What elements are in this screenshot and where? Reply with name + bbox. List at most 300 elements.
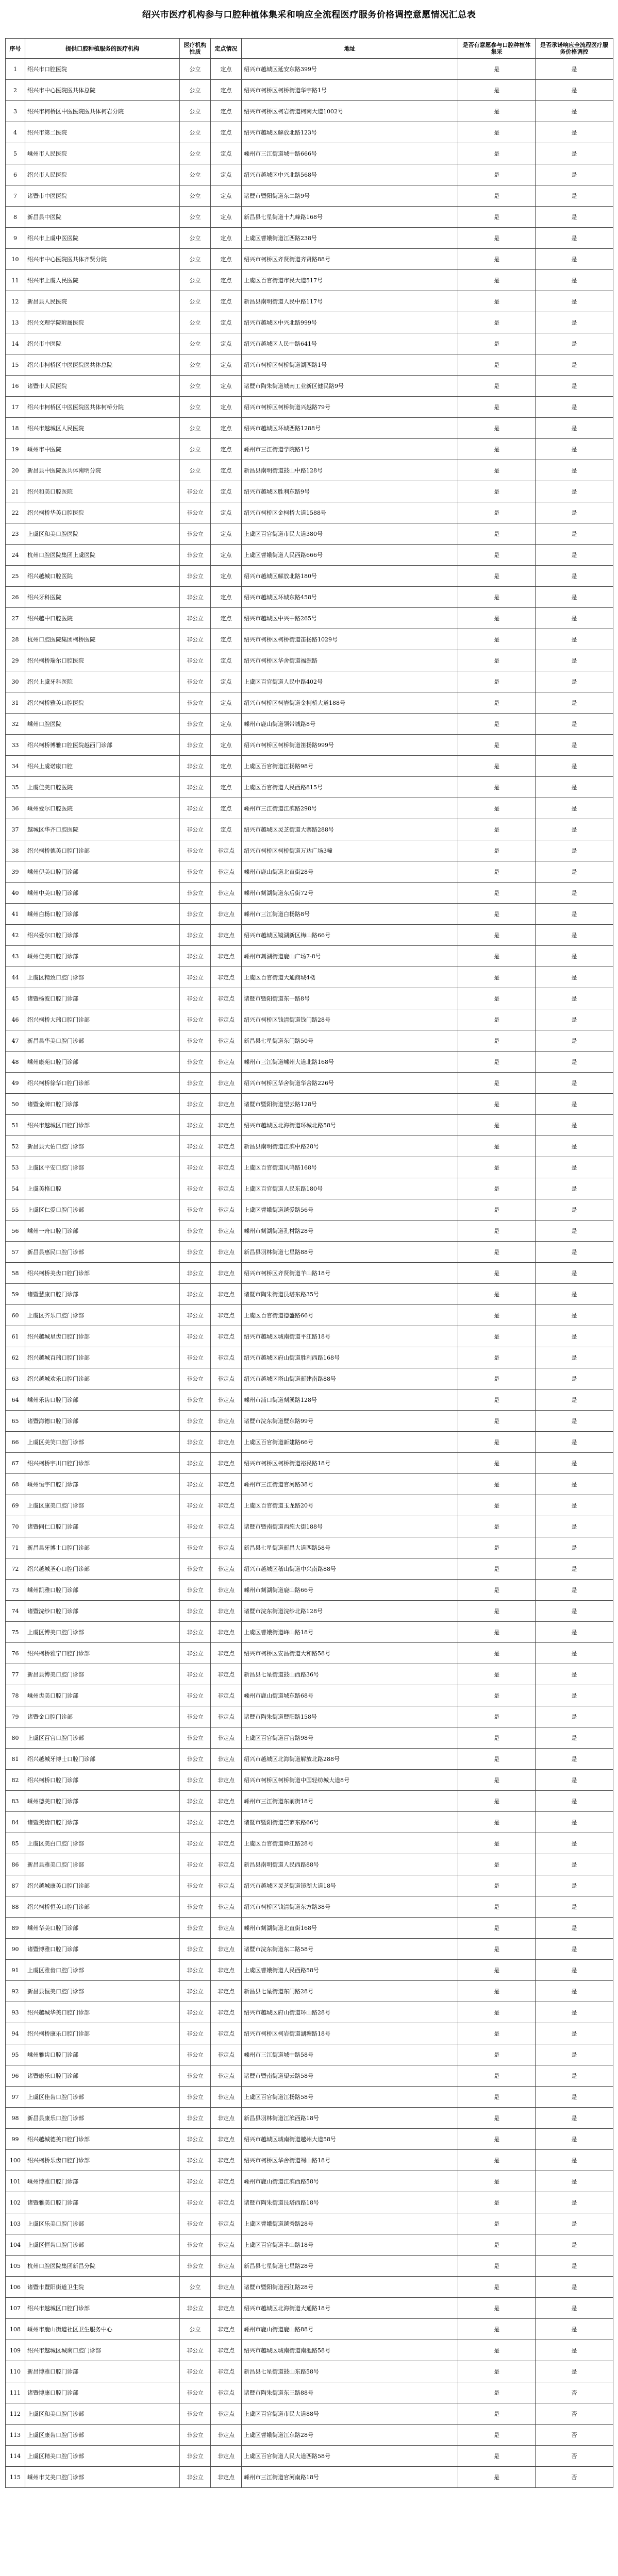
price-control-cell: 是 [536, 819, 613, 840]
procurement-willing-cell: 是 [458, 798, 536, 819]
designation-cell: 定点 [211, 714, 242, 735]
index-cell: 69 [6, 1495, 25, 1516]
designation-cell: 非定点 [211, 1685, 242, 1706]
table-row [6, 2044, 613, 2065]
designation-cell: 非定点 [211, 1411, 242, 1432]
designation-cell: 定点 [211, 692, 242, 714]
designation-cell: 非定点 [211, 1094, 242, 1115]
nature-cell: 公立 [180, 418, 211, 439]
price-control-cell: 是 [536, 2361, 613, 2382]
designation-cell: 非定点 [211, 1516, 242, 1537]
index-cell: 53 [6, 1157, 25, 1178]
institution-cell: 绍兴市柯桥区中医医院医共体柯桥分院 [25, 397, 180, 418]
address-cell: 上虞区曹娥街道人民西路58号 [242, 1960, 458, 1981]
institution-cell: 绍兴柯桥雅宁口腔门诊部 [25, 1643, 180, 1664]
table-row [6, 1601, 613, 1622]
procurement-willing-cell: 是 [458, 671, 536, 692]
price-control-cell: 是 [536, 122, 613, 143]
institution-cell: 上虞区恒齿口腔门诊部 [25, 2234, 180, 2256]
designation-cell: 非定点 [211, 2340, 242, 2361]
institution-cell: 新昌县康乐口腔门诊部 [25, 2108, 180, 2129]
institution-cell: 绍兴柯桥雅美口腔医院 [25, 692, 180, 714]
table-row [6, 1918, 613, 1939]
institution-cell: 绍兴市柯桥区中医医院医共体柯岩分院 [25, 101, 180, 122]
nature-cell: 非公立 [180, 2065, 211, 2087]
index-cell: 80 [6, 1727, 25, 1749]
price-control-cell: 是 [536, 1516, 613, 1537]
institution-cell: 绍兴市越城区人民医院 [25, 418, 180, 439]
index-cell: 33 [6, 735, 25, 756]
address-cell: 嵊州市鹿山街道城东路68号 [242, 1685, 458, 1706]
table-row [6, 1073, 613, 1094]
procurement-willing-cell: 是 [458, 1918, 536, 1939]
price-control-cell: 是 [536, 946, 613, 967]
address-cell: 上虞区百官街道人民大道西路58号 [242, 2446, 458, 2467]
nature-cell: 非公立 [180, 1495, 211, 1516]
designation-cell: 非定点 [211, 2425, 242, 2446]
index-cell: 44 [6, 967, 25, 988]
price-control-cell: 是 [536, 671, 613, 692]
price-control-cell: 是 [536, 1073, 613, 1094]
price-control-cell: 是 [536, 312, 613, 333]
procurement-willing-cell: 是 [458, 566, 536, 587]
index-cell: 2 [6, 80, 25, 101]
procurement-willing-cell: 是 [458, 1875, 536, 1896]
institution-cell: 嵊州市鹿山街道社区卫生服务中心 [25, 2319, 180, 2340]
nature-cell: 非公立 [180, 481, 211, 502]
address-cell: 上虞区百官街道人民西路815号 [242, 777, 458, 798]
index-cell: 47 [6, 1030, 25, 1052]
address-cell: 诸暨市暨阳街道望云路128号 [242, 1094, 458, 1115]
procurement-willing-cell: 是 [458, 1537, 536, 1558]
table-row [6, 1537, 613, 1558]
nature-cell: 非公立 [180, 1157, 211, 1178]
designation-cell: 非定点 [211, 1052, 242, 1073]
institution-cell: 绍兴柯桥恒美口腔门诊部 [25, 1896, 180, 1918]
index-cell: 107 [6, 2298, 25, 2319]
table-row [6, 333, 613, 354]
nature-cell: 非公立 [180, 2256, 211, 2277]
procurement-willing-cell: 是 [458, 1305, 536, 1326]
header-cell: 是否有意愿参与口腔种植体集采 [458, 39, 536, 59]
price-control-cell: 是 [536, 1833, 613, 1854]
price-control-cell: 是 [536, 1727, 613, 1749]
institution-cell: 杭州口腔医院集团柯桥医院 [25, 629, 180, 650]
procurement-willing-cell: 是 [458, 988, 536, 1009]
procurement-willing-cell: 是 [458, 2023, 536, 2044]
table-row [6, 946, 613, 967]
nature-cell: 非公立 [180, 1221, 211, 1242]
procurement-willing-cell: 是 [458, 1939, 536, 1960]
price-control-cell: 是 [536, 1643, 613, 1664]
nature-cell: 非公立 [180, 2150, 211, 2171]
designation-cell: 非定点 [211, 2403, 242, 2425]
table-row [6, 1052, 613, 1073]
procurement-willing-cell: 是 [458, 439, 536, 460]
nature-cell: 非公立 [180, 2213, 211, 2234]
designation-cell: 定点 [211, 798, 242, 819]
nature-cell: 非公立 [180, 1601, 211, 1622]
institution-cell: 杭州口腔医院集团新昌分院 [25, 2256, 180, 2277]
index-cell: 97 [6, 2087, 25, 2108]
procurement-willing-cell: 是 [458, 1221, 536, 1242]
address-cell: 上虞区百官街道舜江路28号 [242, 1833, 458, 1854]
institution-cell: 嵊州中美口腔门诊部 [25, 883, 180, 904]
institution-cell: 新昌县牙博士口腔门诊部 [25, 1537, 180, 1558]
nature-cell: 非公立 [180, 1178, 211, 1199]
institution-cell: 嵊州凯雅口腔门诊部 [25, 1580, 180, 1601]
procurement-willing-cell: 是 [458, 1981, 536, 2002]
nature-cell: 非公立 [180, 1896, 211, 1918]
table-row [6, 1854, 613, 1875]
index-cell: 41 [6, 904, 25, 925]
price-control-cell: 是 [536, 587, 613, 608]
price-control-cell: 是 [536, 840, 613, 861]
designation-cell: 非定点 [211, 1875, 242, 1896]
table-row [6, 735, 613, 756]
index-cell: 36 [6, 798, 25, 819]
price-control-cell: 是 [536, 1622, 613, 1643]
procurement-willing-cell: 是 [458, 1094, 536, 1115]
index-cell: 42 [6, 925, 25, 946]
table-row [6, 1326, 613, 1347]
designation-cell: 定点 [211, 312, 242, 333]
procurement-willing-cell: 是 [458, 650, 536, 671]
institution-cell: 绍兴越城圣心口腔门诊部 [25, 1558, 180, 1580]
index-cell: 103 [6, 2213, 25, 2234]
index-cell: 83 [6, 1791, 25, 1812]
institution-cell: 绍兴市越城区城南口腔门诊部 [25, 2340, 180, 2361]
institution-cell: 诸暨慧康口腔门诊部 [25, 1284, 180, 1305]
price-control-cell: 是 [536, 1242, 613, 1263]
index-cell: 16 [6, 376, 25, 397]
header-cell: 医疗机构性质 [180, 39, 211, 59]
designation-cell: 非定点 [211, 2298, 242, 2319]
table-row [6, 883, 613, 904]
procurement-willing-cell: 是 [458, 207, 536, 228]
address-cell: 绍兴市越城区城南街道平江路18号 [242, 1326, 458, 1347]
address-cell: 新昌县七星街道鼓山西路36号 [242, 1664, 458, 1685]
address-cell: 诸暨市暨阳街道东一路8号 [242, 988, 458, 1009]
index-cell: 109 [6, 2340, 25, 2361]
address-cell: 绍兴市柯桥区钱清街道东方路38号 [242, 1896, 458, 1918]
table-row [6, 2382, 613, 2403]
address-cell: 诸暨市陶朱街道城南工业新区健民路9号 [242, 376, 458, 397]
address-cell: 诸暨市浣东街道暨东路99号 [242, 1411, 458, 1432]
designation-cell: 非定点 [211, 1896, 242, 1918]
institution-cell: 绍兴市上虞中医医院 [25, 228, 180, 249]
table-row [6, 1009, 613, 1030]
institution-cell: 嵊州市人民医院 [25, 143, 180, 164]
institution-cell: 诸暨海德口腔门诊部 [25, 1411, 180, 1432]
designation-cell: 非定点 [211, 1854, 242, 1875]
procurement-willing-cell: 是 [458, 1263, 536, 1284]
nature-cell: 公立 [180, 439, 211, 460]
price-control-cell: 是 [536, 2044, 613, 2065]
nature-cell: 非公立 [180, 1009, 211, 1030]
nature-cell: 非公立 [180, 1284, 211, 1305]
institution-cell: 绍兴柯桥美齿口腔门诊部 [25, 1263, 180, 1284]
institution-cell: 新昌县华美口腔门诊部 [25, 1030, 180, 1052]
index-cell: 29 [6, 650, 25, 671]
nature-cell: 公立 [180, 164, 211, 185]
index-cell: 22 [6, 502, 25, 523]
price-control-cell: 是 [536, 1157, 613, 1178]
designation-cell: 定点 [211, 587, 242, 608]
price-control-cell: 是 [536, 1453, 613, 1474]
institution-cell: 上虞区美白口腔门诊部 [25, 1833, 180, 1854]
address-cell: 新昌县七星街道东门路50号 [242, 1030, 458, 1052]
designation-cell: 定点 [211, 80, 242, 101]
institution-cell: 上虞区康美口腔门诊部 [25, 1495, 180, 1516]
procurement-willing-cell: 是 [458, 2150, 536, 2171]
index-cell: 1 [6, 59, 25, 80]
table-row [6, 2234, 613, 2256]
address-cell: 绍兴市越城区中兴中路265号 [242, 608, 458, 629]
nature-cell: 非公立 [180, 1326, 211, 1347]
price-control-cell: 是 [536, 629, 613, 650]
institution-cell: 上虞区乐美口腔门诊部 [25, 2213, 180, 2234]
institution-cell: 嵊州恒宇口腔门诊部 [25, 1474, 180, 1495]
price-control-cell: 是 [536, 1326, 613, 1347]
price-control-cell: 是 [536, 397, 613, 418]
table-row [6, 481, 613, 502]
institution-cell: 上虞美格口腔 [25, 1178, 180, 1199]
designation-cell: 非定点 [211, 1749, 242, 1770]
institution-cell: 上虞区百官口腔门诊部 [25, 1727, 180, 1749]
index-cell: 50 [6, 1094, 25, 1115]
address-cell: 诸暨市暨阳街道苎萝东路66号 [242, 1812, 458, 1833]
index-cell: 55 [6, 1199, 25, 1221]
address-cell: 嵊州市三江街道江滨路298号 [242, 798, 458, 819]
index-cell: 111 [6, 2382, 25, 2403]
address-cell: 新昌县七星街道十九峰路168号 [242, 207, 458, 228]
designation-cell: 定点 [211, 629, 242, 650]
index-cell: 24 [6, 545, 25, 566]
index-cell: 86 [6, 1854, 25, 1875]
table-row [6, 1221, 613, 1242]
address-cell: 绍兴市柯桥区柯岩街道金柯桥大道188号 [242, 692, 458, 714]
price-control-cell: 是 [536, 1960, 613, 1981]
table-row [6, 2256, 613, 2277]
price-control-cell: 是 [536, 1791, 613, 1812]
address-cell: 绍兴市越城区北海街道解放北路288号 [242, 1749, 458, 1770]
designation-cell: 非定点 [211, 883, 242, 904]
address-cell: 上虞区百官街道德盛路66号 [242, 1305, 458, 1326]
nature-cell: 公立 [180, 354, 211, 376]
institution-cell: 新昌县大佑口腔门诊部 [25, 1136, 180, 1157]
institution-cell: 绍兴和美口腔医院 [25, 481, 180, 502]
index-cell: 39 [6, 861, 25, 883]
institution-cell: 嵊州博雅口腔门诊部 [25, 2171, 180, 2192]
address-cell: 绍兴市柯桥区柯桥街道华宇路1号 [242, 80, 458, 101]
nature-cell: 非公立 [180, 2467, 211, 2488]
procurement-willing-cell: 是 [458, 185, 536, 207]
institution-cell: 绍兴越城华美口腔门诊部 [25, 2002, 180, 2023]
procurement-willing-cell: 是 [458, 1073, 536, 1094]
price-control-cell: 是 [536, 2298, 613, 2319]
table-row [6, 2150, 613, 2171]
institution-cell: 绍兴柯桥大瑞口腔门诊部 [25, 1009, 180, 1030]
table-row [6, 1875, 613, 1896]
designation-cell: 非定点 [211, 2002, 242, 2023]
nature-cell: 非公立 [180, 671, 211, 692]
nature-cell: 非公立 [180, 1052, 211, 1073]
nature-cell: 非公立 [180, 1094, 211, 1115]
nature-cell: 非公立 [180, 1664, 211, 1685]
price-control-cell: 是 [536, 1537, 613, 1558]
institution-cell: 绍兴柯桥德美口腔门诊部 [25, 840, 180, 861]
procurement-willing-cell: 是 [458, 946, 536, 967]
institution-cell: 绍兴柯桥乐齿口腔门诊部 [25, 2150, 180, 2171]
designation-cell: 非定点 [211, 1326, 242, 1347]
nature-cell: 非公立 [180, 1706, 211, 1727]
index-cell: 84 [6, 1812, 25, 1833]
designation-cell: 非定点 [211, 1833, 242, 1854]
address-cell: 上虞区百官街道半山路18号 [242, 2234, 458, 2256]
index-cell: 105 [6, 2256, 25, 2277]
price-control-cell: 是 [536, 798, 613, 819]
index-cell: 31 [6, 692, 25, 714]
designation-cell: 非定点 [211, 1960, 242, 1981]
nature-cell: 非公立 [180, 1960, 211, 1981]
institution-cell: 新昌县博美口腔门诊部 [25, 1664, 180, 1685]
table-row [6, 1812, 613, 1833]
designation-cell: 定点 [211, 523, 242, 545]
table-row [6, 1411, 613, 1432]
institution-cell: 绍兴越城牙博士口腔门诊部 [25, 1749, 180, 1770]
designation-cell: 非定点 [211, 861, 242, 883]
procurement-willing-cell: 是 [458, 80, 536, 101]
designation-cell: 定点 [211, 418, 242, 439]
nature-cell: 非公立 [180, 2382, 211, 2403]
nature-cell: 公立 [180, 143, 211, 164]
price-control-cell: 否 [536, 2467, 613, 2488]
nature-cell: 非公立 [180, 1347, 211, 1368]
index-cell: 49 [6, 1073, 25, 1094]
designation-cell: 非定点 [211, 1221, 242, 1242]
header-cell: 序号 [6, 39, 25, 59]
index-cell: 68 [6, 1474, 25, 1495]
table-row [6, 692, 613, 714]
table-row [6, 988, 613, 1009]
table-row [6, 1791, 613, 1812]
procurement-willing-cell: 是 [458, 122, 536, 143]
institution-cell: 绍兴市柯桥区中医医院医共体总院 [25, 354, 180, 376]
table-row [6, 228, 613, 249]
address-cell: 嵊州市剡湖街道东后街72号 [242, 883, 458, 904]
procurement-willing-cell: 是 [458, 1453, 536, 1474]
nature-cell: 非公立 [180, 904, 211, 925]
index-cell: 100 [6, 2150, 25, 2171]
procurement-willing-cell: 是 [458, 1664, 536, 1685]
address-cell: 绍兴市柯桥区柯桥街道中国轻纺城大道8号 [242, 1770, 458, 1791]
institution-cell: 新昌县雅美口腔门诊部 [25, 1854, 180, 1875]
price-control-cell: 是 [536, 1263, 613, 1284]
table-row [6, 2446, 613, 2467]
procurement-willing-cell: 是 [458, 1009, 536, 1030]
nature-cell: 非公立 [180, 1939, 211, 1960]
designation-cell: 非定点 [211, 967, 242, 988]
designation-cell: 非定点 [211, 1939, 242, 1960]
nature-cell: 非公立 [180, 1685, 211, 1706]
address-cell: 绍兴市柯桥区齐贤街道齐贤路88号 [242, 249, 458, 270]
institution-cell: 新昌县恒美口腔门诊部 [25, 1981, 180, 2002]
procurement-willing-cell: 是 [458, 2171, 536, 2192]
address-cell: 绍兴市越城区府山街道胜利西路168号 [242, 1347, 458, 1368]
nature-cell: 公立 [180, 376, 211, 397]
index-cell: 11 [6, 270, 25, 291]
nature-cell: 非公立 [180, 1918, 211, 1939]
index-cell: 35 [6, 777, 25, 798]
table-row [6, 1580, 613, 1601]
designation-cell: 非定点 [211, 2108, 242, 2129]
designation-cell: 非定点 [211, 2087, 242, 2108]
price-control-cell: 是 [536, 777, 613, 798]
address-cell: 嵊州市三江街道城中路58号 [242, 2044, 458, 2065]
table-row [6, 1622, 613, 1643]
price-control-cell: 是 [536, 1284, 613, 1305]
designation-cell: 非定点 [211, 1453, 242, 1474]
institution-cell: 绍兴柯桥瑞尔口腔医院 [25, 650, 180, 671]
address-cell: 嵊州市三江街道城中路666号 [242, 143, 458, 164]
table-row [6, 756, 613, 777]
table-row [6, 777, 613, 798]
table-row [6, 2319, 613, 2340]
nature-cell: 非公立 [180, 2192, 211, 2213]
price-control-cell: 是 [536, 439, 613, 460]
procurement-willing-cell: 是 [458, 1558, 536, 1580]
procurement-willing-cell: 是 [458, 1896, 536, 1918]
price-control-cell: 是 [536, 228, 613, 249]
address-cell: 上虞区曹娥街道越秀路28号 [242, 2213, 458, 2234]
price-control-cell: 是 [536, 1411, 613, 1432]
table-row [6, 2192, 613, 2213]
institution-cell: 嵊州爱尔口腔医院 [25, 798, 180, 819]
procurement-willing-cell: 是 [458, 692, 536, 714]
address-cell: 上虞区曹娥街道江东路28号 [242, 2425, 458, 2446]
institution-cell: 绍兴越城口腔医院 [25, 566, 180, 587]
table-row [6, 2213, 613, 2234]
institution-cell: 诸暨同仁口腔门诊部 [25, 1516, 180, 1537]
nature-cell: 非公立 [180, 1854, 211, 1875]
institution-cell: 绍兴柯桥康乐口腔门诊部 [25, 2023, 180, 2044]
designation-cell: 定点 [211, 650, 242, 671]
designation-cell: 非定点 [211, 1073, 242, 1094]
table-row [6, 1432, 613, 1453]
designation-cell: 定点 [211, 333, 242, 354]
table-row [6, 2403, 613, 2425]
address-cell: 绍兴市柯桥区钱清街道钱门路28号 [242, 1009, 458, 1030]
institution-cell: 绍兴爱尔口腔门诊部 [25, 925, 180, 946]
index-cell: 19 [6, 439, 25, 460]
table-row [6, 502, 613, 523]
table-row [6, 249, 613, 270]
price-control-cell: 是 [536, 566, 613, 587]
index-cell: 48 [6, 1052, 25, 1073]
nature-cell: 公立 [180, 122, 211, 143]
procurement-willing-cell: 是 [458, 2108, 536, 2129]
institution-cell: 诸暨市人民医院 [25, 376, 180, 397]
price-control-cell: 否 [536, 2403, 613, 2425]
designation-cell: 非定点 [211, 1601, 242, 1622]
index-cell: 75 [6, 1622, 25, 1643]
nature-cell: 非公立 [180, 1411, 211, 1432]
institution-cell: 诸暨杨波口腔门诊部 [25, 988, 180, 1009]
designation-cell: 定点 [211, 354, 242, 376]
address-cell: 绍兴市柯桥区华舍街道华舍路226号 [242, 1073, 458, 1094]
nature-cell: 非公立 [180, 1242, 211, 1263]
